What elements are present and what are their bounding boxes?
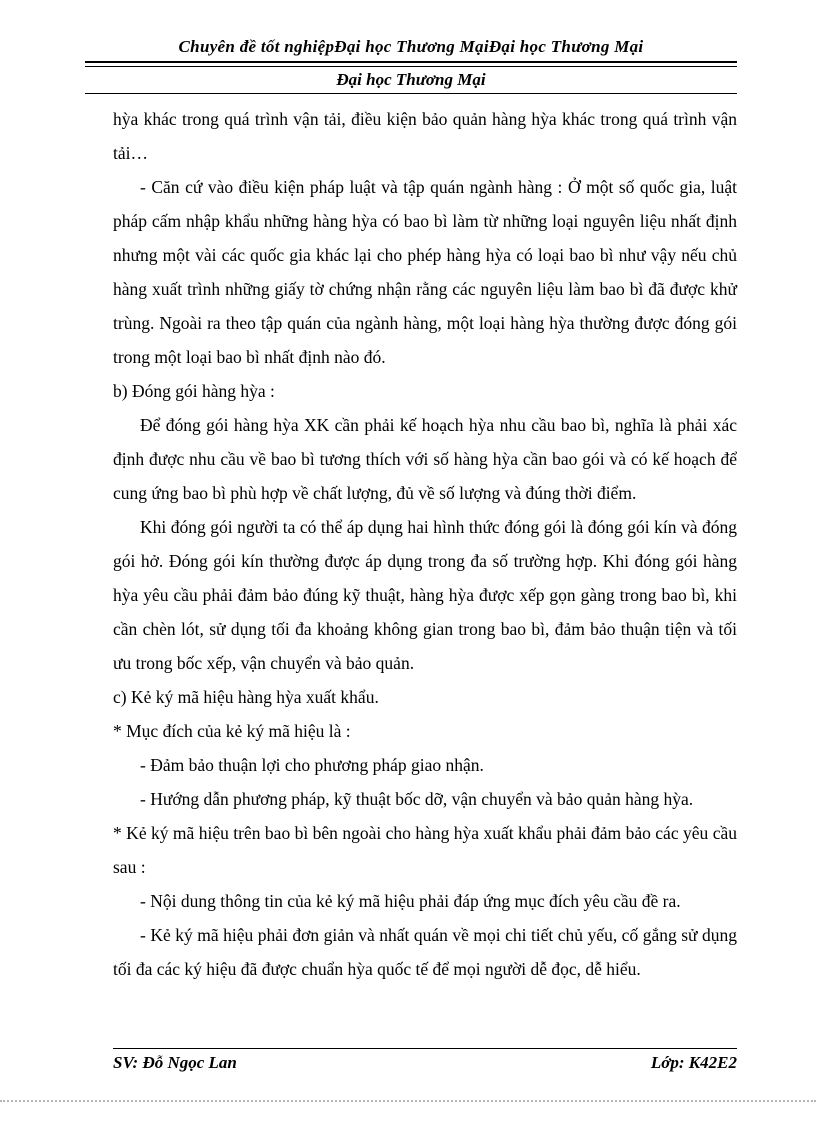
paragraph: - Đảm bảo thuận lợi cho phương pháp giao nhận. — [140, 755, 484, 775]
footer-student-name: SV: Đỗ Ngọc Lan — [113, 1053, 237, 1072]
header-double-rule — [85, 61, 737, 67]
paragraph: hỳa khác trong quá trình vận tải, điều kiện bảo quản hàng hỳa khác trong quá trình vận tải… — [113, 109, 737, 163]
paragraph: Để đóng gói hàng hỳa XK cần phải kế hoạch hỳa nhu cầu bao bì, nghĩa là phải xác định được nhu cầu về bao bì tương thích với số hàng hỳa cần bao gói và có kế hoạch để cung ứng bao bì phù hợp về chất lượng, đủ về số lượng và đúng thời điểm. — [113, 415, 737, 503]
paragraph: c) Kẻ ký mã hiệu hàng hỳa xuất khẩu. — [113, 687, 379, 707]
paragraph: Khi đóng gói người ta có thể áp dụng hai hình thức đóng gói là đóng gói kín và đóng gói hở. Đóng gói kín thường được áp dụng trong đa số trường hợp. Khi đóng gói hàng hỳa yêu cầu phải đảm bảo đúng kỹ thuật, hàng hỳa được xếp gọn gàng trong bao bì, khi cần chèn lót, sử dụng tối đa khoảng không gian trong bao bì, đảm bảo thuận tiện và tối ưu trong bốc xếp, vận chuyển và bảo quản. — [113, 517, 737, 673]
header-title: Chuyên đề tốt nghiệpĐại học Thương MạiĐại học Thương Mại — [178, 37, 644, 56]
header-subtitle: Đại học Thương Mại — [336, 70, 486, 89]
paragraph: * Kẻ ký mã hiệu trên bao bì bên ngoài cho hàng hỳa xuất khẩu phải đảm bảo các yêu cầu sau : — [113, 823, 737, 877]
header-single-rule — [85, 93, 737, 94]
footer-rule — [113, 1048, 737, 1049]
page-footer — [113, 1048, 737, 1073]
paragraph: b) Đóng gói hàng hỳa : — [113, 381, 275, 401]
document-body — [113, 102, 737, 986]
page-bottom-dotted-rule — [0, 1100, 816, 1102]
paragraph: - Kẻ ký mã hiệu phải đơn giản và nhất quán về mọi chi tiết chủ yếu, cố gắng sử dụng tối đa các ký hiệu đã được chuẩn hỳa quốc tế để mọi người dễ đọc, dễ hiểu. — [113, 925, 737, 979]
page-header — [0, 0, 816, 94]
paragraph: - Hướng dẫn phương pháp, kỹ thuật bốc dỡ, vận chuyển và bảo quản hàng hỳa. — [140, 789, 694, 809]
footer-class-label: Lớp: K42E2 — [650, 1053, 737, 1072]
paragraph: - Căn cứ vào điều kiện pháp luật và tập quán ngành hàng : Ở một số quốc gia, luật pháp cấm nhập khẩu những hàng hỳa có bao bì làm từ những loại nguyên liệu nhất định nhưng một vài các quốc gia khác lại cho phép hàng hỳa có loại bao bì như vậy nếu chủ hàng xuất trình những giấy tờ chứng nhận rằng các nguyên liệu làm bao bì đã được khử trùng. Ngoài ra theo tập quán của ngành hàng, một loại hàng hỳa thường được đóng gói trong một loại bao bì nhất định nào đó. — [113, 177, 737, 367]
paragraph: * Mục đích của kẻ ký mã hiệu là : — [113, 721, 351, 741]
paragraph: - Nội dung thông tin của kẻ ký mã hiệu phải đáp ứng mục đích yêu cầu đề ra. — [140, 891, 681, 911]
